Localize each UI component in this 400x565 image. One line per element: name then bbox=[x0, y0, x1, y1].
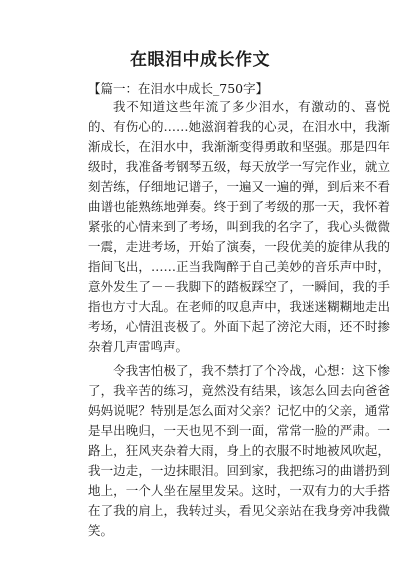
paragraph: 令我害怕极了，我不禁打了个冷战，心想：这下惨了，我辛苦的练习，竟然没有结果，该怎么回去向爸爸妈妈说呢？特别是怎么面对父亲？记忆中的父亲，通常是早出晚归，一天也见不到一面，常常一脸的严肃。一路上，狂风夹杂着大雨，身上的衣服不时地被风吹起，我一边走，一边抹眼泪。回到家，我把练习的曲谱扔到地上，一个人坐在屋里发呆。这时，一双有力的大手搭在了我的肩上，我转过头，看见父亲站在我身旁冲我微笑。 bbox=[88, 363, 390, 538]
paragraph: 我不知道这些年流了多少泪水，有激动的、喜悦的、有伤心的……她滋润着我的心灵，在泪水中，我渐渐成长，在泪水中，我渐渐变得勇敢和坚强。那是四年级时，我准备考钢琴五级，每天放学一写完作业，就立刻苦练，仔细地记谱子，一遍又一遍的弹，到后来不看曲谱也能熟练地弹奏。终于到了考级的那一天，我怀着紧张的心情来到了考场，叫到我的名字了，我心头微微一震，走进考场，开始了演奏，一段优美的旋律从我的指间飞出，……正当我陶醉于自己美妙的音乐声中时，意外发生了－－我脚下的踏板踩空了，一瞬间，我的手指也方寸大乱。在老师的叹息声中，我迷迷糊糊地走出考场，心情沮丧极了。外面下起了滂沱大雨，还不时掺杂着几声雷鸣声。 bbox=[88, 99, 390, 354]
article-body bbox=[88, 97, 390, 545]
document-title: 在眼泪中成长作文 bbox=[130, 50, 270, 70]
section-heading: 【篇一：在泪水中成长_750字】 bbox=[88, 81, 269, 96]
